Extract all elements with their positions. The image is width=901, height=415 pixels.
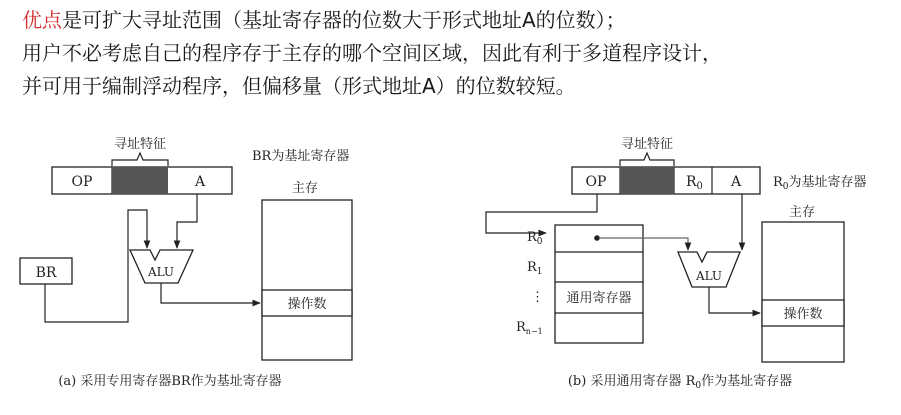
register-file (555, 225, 643, 343)
regfile-label: 通用寄存器 (566, 291, 632, 306)
op-field-a: OP (71, 174, 93, 190)
br-note: BR为基址寄存器 (252, 149, 350, 164)
caption-b: (b) 采用通用寄存器 $R_0$作为基址寄存器 (567, 374, 793, 391)
addressing-label-a: 寻址特征 (113, 137, 167, 152)
br-label: BR (35, 265, 57, 281)
op-field-b: OP (585, 174, 607, 190)
a-field-a: A (194, 174, 206, 190)
main-memory-a (262, 200, 352, 360)
addressing-brace-b (620, 153, 674, 166)
addressing-brace-a (112, 153, 168, 166)
advantage-line-3: 并可用于编制浮动程序，但偏移量（形式地址A）的位数较短。 (22, 74, 576, 98)
main-memory-b (762, 222, 844, 362)
alu-to-memory-line (161, 283, 260, 303)
alu-label-a: ALU (147, 265, 175, 279)
reg-label-dots: ⋮ (531, 290, 544, 305)
addressing-field-a (112, 167, 168, 194)
caption-a: (a) 采用专用寄存器BR作为基址寄存器 (58, 374, 282, 389)
a-field-b: A (730, 174, 742, 190)
memory-title-b: 主存 (788, 205, 816, 220)
a-to-alu-line (177, 194, 197, 248)
operand-label-b: 操作数 (783, 307, 823, 322)
advantage-highlight: 优点 (22, 8, 62, 32)
addressing-label-b: 寻址特征 (620, 137, 674, 152)
diagram-b (486, 136, 867, 391)
r0-note: $R_0$为基址寄存器 (773, 175, 867, 192)
addressing-field-b (620, 167, 674, 194)
r0-dot (594, 235, 600, 241)
r0-field-b: $R_0$ (686, 174, 703, 192)
advantage-line-2: 用户不必考虑自己的程序存于主存的哪个空间区域，因此有利于多道程序设计， (22, 41, 722, 65)
diagram-a (20, 136, 352, 389)
advantage-line-1-rest: 是可扩大寻址范围（基址寄存器的位数大于形式地址A的位数）； (62, 8, 626, 32)
operand-label-a: 操作数 (287, 297, 327, 312)
alu-to-memory-line-b (709, 287, 760, 313)
reg-label-r0: $R_0$ (527, 230, 543, 247)
memory-title-a: 主存 (291, 181, 319, 196)
reg-label-r1: $R_1$ (527, 260, 543, 277)
reg-label-rn: $R_{n-1}$ (516, 320, 543, 336)
alu-label-b: ALU (695, 269, 723, 283)
